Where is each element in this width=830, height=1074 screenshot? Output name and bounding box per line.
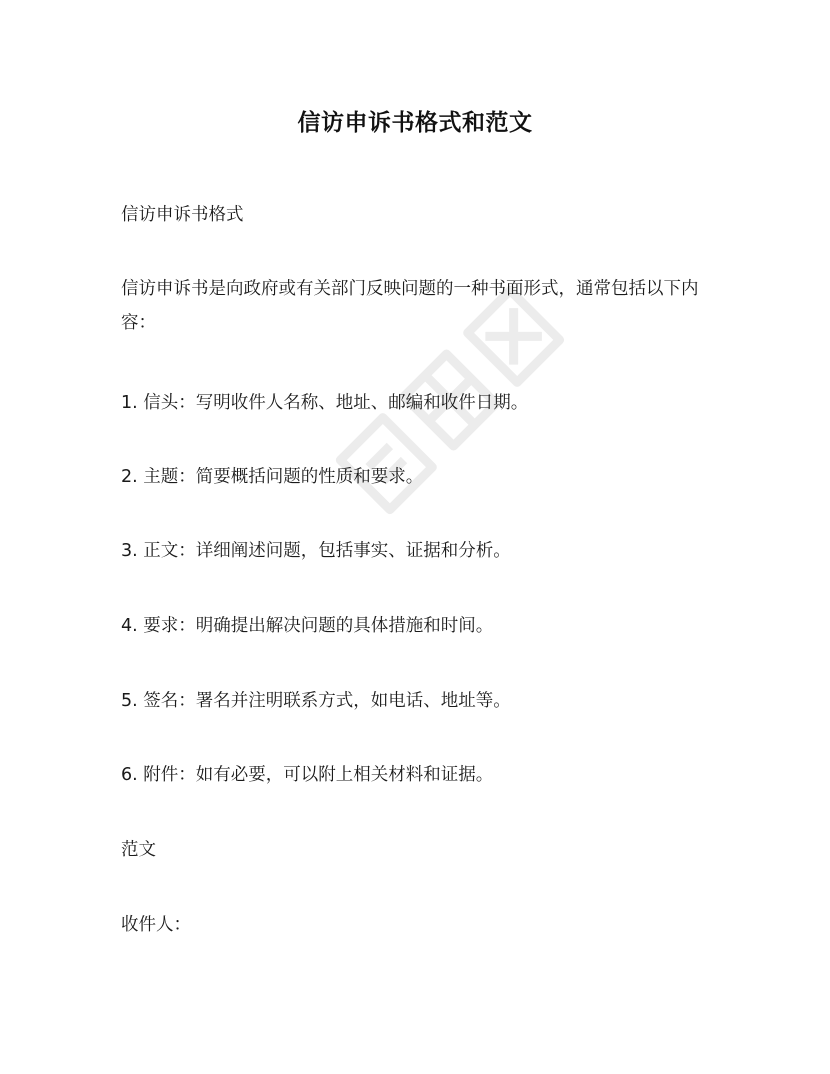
list-item-4: 4. 要求：明确提出解决问题的具体措施和时间。 bbox=[121, 616, 494, 636]
section-example-heading: 范文 bbox=[121, 840, 156, 860]
list-item-2: 2. 主题：简要概括问题的性质和要求。 bbox=[121, 467, 424, 487]
intro-paragraph: 信访申诉书是向政府或有关部门反映问题的一种书面形式，通常包括以下内容： bbox=[121, 279, 699, 333]
recipient-label: 收件人： bbox=[121, 915, 191, 935]
list-item-6: 6. 附件：如有必要，可以附上相关材料和证据。 bbox=[121, 765, 494, 785]
list-item-3: 3. 正文：详细阐述问题，包括事实、证据和分析。 bbox=[121, 541, 511, 561]
list-item-5: 5. 签名：署名并注明联系方式，如电话、地址等。 bbox=[121, 691, 511, 711]
section-format-heading: 信访申诉书格式 bbox=[121, 205, 244, 225]
list-item-1: 1. 信头：写明收件人名称、地址、邮编和收件日期。 bbox=[121, 393, 529, 413]
document-title: 信访申诉书格式和范文 bbox=[297, 110, 533, 136]
